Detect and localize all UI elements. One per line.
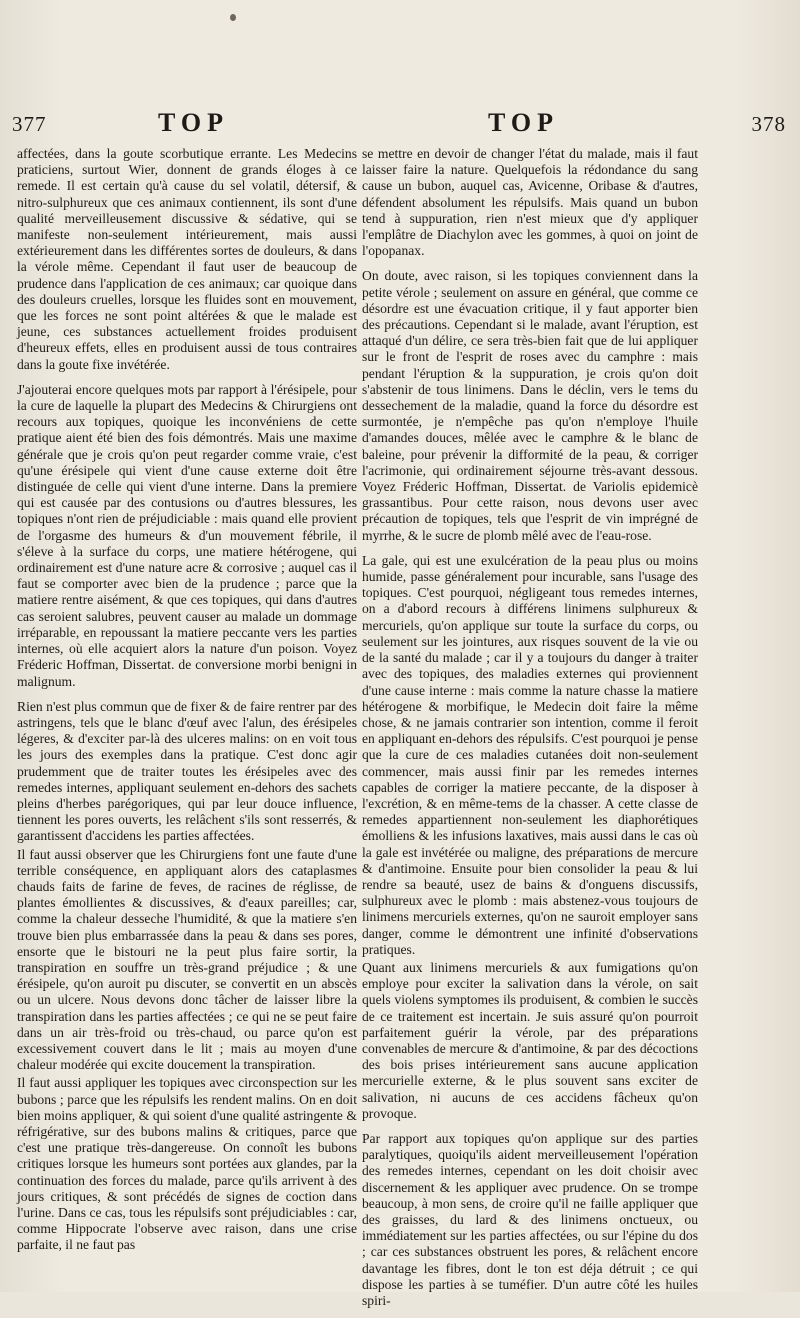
paragraph: Rien n'est plus commun que de fixer & de faire rentrer par des astringens, tels que le blanc d'œuf avec l'alun, des érésipeles légeres, & d'exciter par-là des ulceres malins: on en voit tous les jours des exemples dans la pratique. C'est donc agir prudemment que de traiter toutes les érésipeles avec des remedes internes, appliquant seulement en-dehors des sachets pleins d'herbes parégoriques, qui par leur douce influence, tiennent les pores ouverts, les relâchent s'ils sont resserrés, & garantissent d'accidens les parties affectées. bbox=[17, 698, 357, 844]
paragraph: Par rapport aux topiques qu'on applique sur des parties paralytiques, quoiqu'ils aident merveilleusement l'opération des remedes internes, cependant on les doit choisir avec discernement & les appliquer avec prudence. On se trompe beaucoup, à mon sens, de croire qu'il ne faille appliquer que des graisses, du lard & des linimens onctueux, ou immédiatement sur les parties affectées, ou sur l'épine du dos ; car ces substances obstruent les pores, & relâchent encore davantage les fibres, dont le ton est déja détruit ; ce qui dispose les parties à se tuméfier. D'un autre côté les huiles spiri- bbox=[362, 1130, 698, 1309]
right-column bbox=[362, 146, 698, 1318]
paragraph: On doute, avec raison, si les topiques conviennent dans la petite vérole ; seulement on assure en général, que comme ce désordre est une évacuation critique, il y faut apporter bien des précautions. Cependant si le malade, avant l'éruption, est attaqué d'un délire, ce sera très-bien fait que de lui appliquer sur le front de l'esprit de roses avec du camphre : mais pendant l'éruption & la suppuration, je crois qu'on doit s'abstenir de tous linimens. Dans le déclin, vers le tems du dessechement de la maladie, quand la force du désordre est surmontée, je n'empêche pas qu'on n'employe l'huile d'amandes douces, mêlée avec le camphre & le blanc de baleine, pour prévenir la difformité de la peau, & corriger l'acrimonie, qui ordinairement séjourne très-avant dessous. Voyez Fréderic Hoffman, Dissertat. de Variolis epidemicè grassantibus. Pour cette raison, nous devons user avec précaution de topiques, tels que l'esprit de vin imprégné de myrrhe, & le sucre de plomb mêlé avec de l'eau-rose. bbox=[362, 268, 698, 543]
left-column bbox=[17, 146, 357, 1263]
paragraph: Il faut aussi observer que les Chirurgiens font une faute d'une terrible conséquence, en appliquant alors des cataplasmes chauds faits de farine de feves, de racines de réglisse, de plantes émollientes & discussives, & d'eaux pareilles; car, comme la chaleur desseche l'humidité, & que la matiere s'en trouve bien plus embarrassée dans la peau & dans ses pores, ensorte que le bistouri ne la peut plus faire sortir, la transpiration en souffre un très-grand préjudice ; & une érésipele, qu'on auroit pu discuter, se convertit en un abscès ou un ulcere. Nous devons donc tâcher de laisser libre la transpiration dans les parties affectées ; ce qui ne se peut faire dans un air très-froid ou très-chaud, ou parce qu'on est excessivement couvert dans le lit ; mais au moyen d'une chaleur modérée qui excite doucement la transpiration. bbox=[17, 846, 357, 1073]
left-running-head: TOP bbox=[158, 108, 229, 137]
right-page-number: 378 bbox=[751, 112, 786, 136]
left-page-number: 377 bbox=[12, 112, 47, 136]
paragraph: La gale, qui est une exulcération de la peau plus ou moins humide, passe généralement pour incurable, sans l'usage des topiques. C'est pourquoi, négligeant tous remedes internes, on a d'abord recours à différens linimens sulphureux & mercuriels, qu'on applique sur toute la surface du corps, ou seulement sur les jointures, aux risques souvent de la vie ou de la santé du malade ; car il y a toujours du danger à traiter avec des topiques, des maladies externes qui proviennent d'une cause interne : mais comme la nature chasse la matiere hétérogene & morbifique, le Medecin doit faire la même chose, & ne jamais contrarier son intention, comme il feroit en appliquant en-dehors des répulsifs. C'est pourquoi je pense que la cure de ces maladies cutanées doit non-seulement commencer, mais aussi finir par les remedes internes capables de corriger la matiere peccante, de la disposer à l'excrétion, & en même-tems de la chasser. A cette classe de remedes appartiennent non-seulement les diaphorétiques émolliens & les infusions laxatives, mais aussi dans le cas où la gale est invétérée ou maligne, des préparations de mercure & d'antimoine. Ensuite pour bien consolider la peau & lui rendre sa beauté, usez de bains & d'onguens discussifs, sulphureux avec le plomb : mais abstenez-vous toujours de linimens mercuriels externes, qu'on ne sauroit employer sans danger, comme le démontrent une infinité d'observations pratiques. bbox=[362, 552, 698, 957]
paragraph: J'ajouterai encore quelques mots par rapport à l'érésipele, pour la cure de laquelle la plupart des Medecins & Chirurgiens ont recours aux topiques, quoique les inconvéniens de cette pratique aient été bien des fois démontrés. Mais une maxime générale que je crois qu'on peut regarder comme vraie, c'est qu'une érésipele qui vient d'une cause externe doit être distinguée de celle qui vient d'une interne. Dans la premiere qui est causée par des contusions ou d'autres blessures, les topiques n'ont rien de préjudiciable : mais quand elle provient de l'orgasme des humeurs & d'un mouvement fébrile, il s'éleve à la surface du corps, une matiere hétérogene, qui ordinairement est d'une nature acre & corrosive ; auquel cas il faut se comporter avec bien de la prudence ; parce que la matiere rentre aisément, & que ces topiques, qui dans d'autres cas seroient salubres, peuvent causer au malade un dommage irréparable, en repoussant la matiere peccante vers les parties internes, où elle acquiert alors la nature d'un poison. Voyez Fréderic Hoffman, Dissertat. de conversione morbi benigni in malignum. bbox=[17, 381, 357, 689]
right-running-head: TOP bbox=[488, 108, 559, 137]
page-header bbox=[10, 108, 790, 144]
paragraph: se mettre en devoir de changer l'état du malade, mais il faut laisser faire la nature. Quelquefois la rédondance du sang cause un bubon, auquel cas, Avicenne, Oribase & d'autres, défendent absolument les répulsifs. Mais quand un bubon tend à suppuration, rien n'est mieux que d'y appliquer l'emplâtre de Diachylon avec les gommes, à quoi on joint de l'opopanax. bbox=[362, 146, 698, 259]
paragraph: Quant aux linimens mercuriels & aux fumigations qu'on employe pour exciter la salivation dans la vérole, on sait quels violens symptomes ils produisent, & combien le succès de ce traitement est incertain. Je suis assuré qu'on pourroit parfaitement guérir la vérole, par des préparations convenables de mercure & d'antimoine, & par des décoctions des bois prises intérieurement sans aucune application mercurielle externe, & le plus souvent sans exciter de salivation, ni aucuns de ces accidens fâcheux qu'on provoque. bbox=[362, 959, 698, 1121]
ink-spot bbox=[230, 14, 236, 21]
paragraph: Il faut aussi appliquer les topiques avec circonspection sur les bubons ; parce que les répulsifs les rendent malins. On en doit bien moins appliquer, & qui soient d'une qualité astringente & réfrigérative, sur des bubons malins & critiques, parce que c'est une pratique très-dangereuse. On connoît les bubons critiques lorsque les humeurs sont portées aux glandes, par la continuation des forces du malade, parce qu'ils arrivent à des jours critiques, & sont précédés de signes de coction dans l'urine. Dans ce cas, tous les répulsifs sont préjudiciables : car, comme Hippocrate l'observe avec raison, dans une crise parfaite, il ne faut pas bbox=[17, 1075, 357, 1253]
paragraph: affectées, dans la goute scorbutique errante. Les Medecins praticiens, surtout Wier, donnent de grands éloges à ce remede. Il est certain qu'à cause du sel volatil, détersif, & nitro-sulphureux que ces animaux contiennent, ils sont d'une qualité merveilleusement discussive & sédative, qui se manifeste non-seulement intérieurement, mais aussi extérieurement dans les différentes sortes de douleurs, & dans la vérole même. Cependant il faut user de beaucoup de prudence dans l'application de ces animaux; car quoique dans des douleurs cruelles, lorsque les fluides sont en mouvement, que les forces ne sont point altérées & que le malade est jeune, ces substances actuellement froides produisent d'heureux effets, elles en produisent aussi de tous contraires dans la goute fixe invétérée. bbox=[17, 146, 357, 372]
